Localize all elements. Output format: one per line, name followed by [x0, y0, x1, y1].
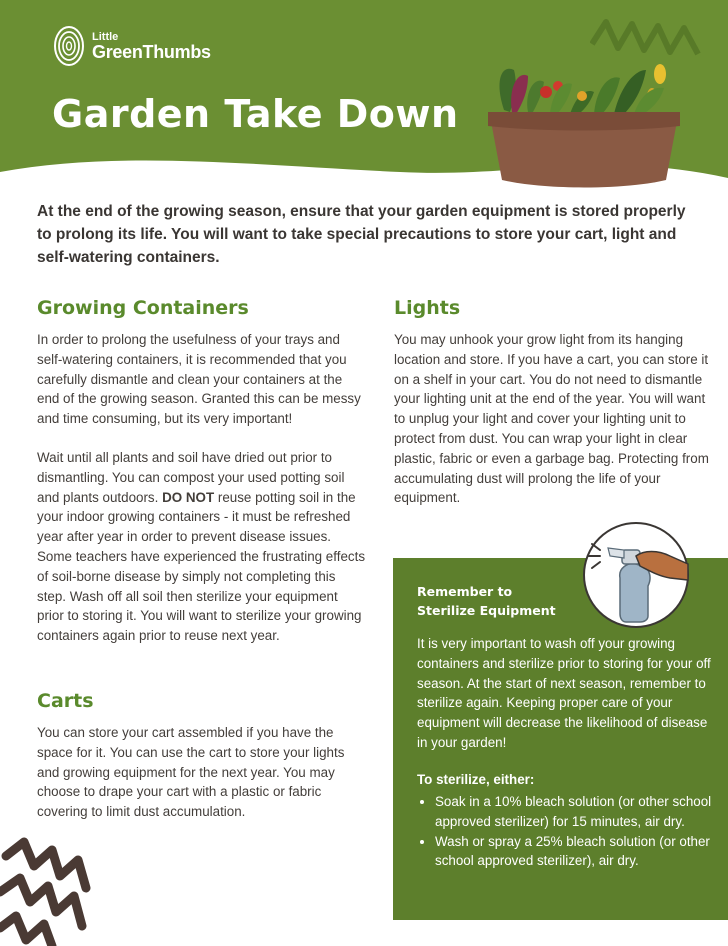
growing-containers-paragraph-2: [37, 448, 367, 646]
carts-paragraph: You can store your cart assembled if you have the space for it. You can use the cart to store your lights and growing equipment for the next year. You may choose to drape your cart with a plastic or fabric covering to limit dust accumulation.: [37, 725, 345, 820]
list-item: • Soak in a 10% bleach solution (or other school approved sterilizer) for 15 minutes, air dry.: [435, 792, 725, 832]
header-banner: [0, 0, 728, 180]
lights-paragraph: You may unhook your grow light from its hanging location and store. If you have a cart, you can store it on a shelf in your cart. You do not need to dismantle your lighting unit at the end of the year. You will want to unplug your light and cover your lighting unit to protect from dust. You can wrap your light in clear plastic, fabric or even a garbage bag. Protecting from accumulating dust will prolong the life of your equipment.: [394, 332, 709, 506]
sterilize-list: [417, 792, 725, 871]
sterilize-heading: [417, 582, 556, 620]
list-item: • Wash or spray a 25% bleach solution (or other school approved sterilizer), air dry.: [435, 832, 725, 872]
intro-paragraph: At the end of the growing season, ensure that your garden equipment is stored properly to prolong its life. You will want to take special precautions to store your cart, light and self-watering containers.: [37, 203, 686, 266]
zigzag-decoration: [0, 836, 120, 946]
growing-containers-text-b: reuse potting soil in the your indoor growing containers - it must be refreshed year after year in order to prevent disease issues. Some teachers have experienced the frustrating effects of soil-borne disease by simply not completing this step. Wash off all soil then sterilize your equipment prior to storing it. You will want to sterilize your growing containers again prior to reuse next year.: [37, 489, 366, 644]
lights-heading: Lights: [394, 297, 461, 319]
logo: [52, 24, 211, 68]
thumbprint-icon: [52, 24, 86, 68]
growing-containers-text-a: Wait until all plants and soil have dried out prior to dismantling. You can compost your used potting soil and plants outdoors.: [37, 450, 345, 505]
carts-heading: Carts: [37, 690, 94, 712]
spray-bottle-icon: [578, 520, 698, 630]
page-title: Garden Take Down: [52, 92, 459, 136]
sterilize-heading-line-1: Remember to: [417, 584, 513, 599]
logo-text-greenthumbs: GreenThumbs: [92, 41, 211, 62]
do-not-emphasis: DO NOT: [162, 489, 215, 505]
sterilize-lead: To sterilize, either:: [417, 772, 535, 787]
sterilize-paragraph: It is very important to wash off your growing containers and sterilize prior to storing for your off season. At the start of next season, remember to sterilize again. Keeping proper care of your equipment will decrease the likelihood of disease in your garden!: [417, 636, 711, 750]
growing-containers-paragraph-1: In order to prolong the usefulness of your trays and self-watering containers, it is recommended that you carefully dismantle and clean your containers at the end of the growing season. Granted this can be messy and time consuming, but its very important!: [37, 332, 361, 427]
growing-containers-heading: Growing Containers: [37, 297, 249, 319]
logo-text-little: Little: [92, 30, 119, 43]
planter-illustration: [484, 30, 684, 190]
sterilize-heading-line-2: Sterilize Equipment: [417, 603, 556, 618]
